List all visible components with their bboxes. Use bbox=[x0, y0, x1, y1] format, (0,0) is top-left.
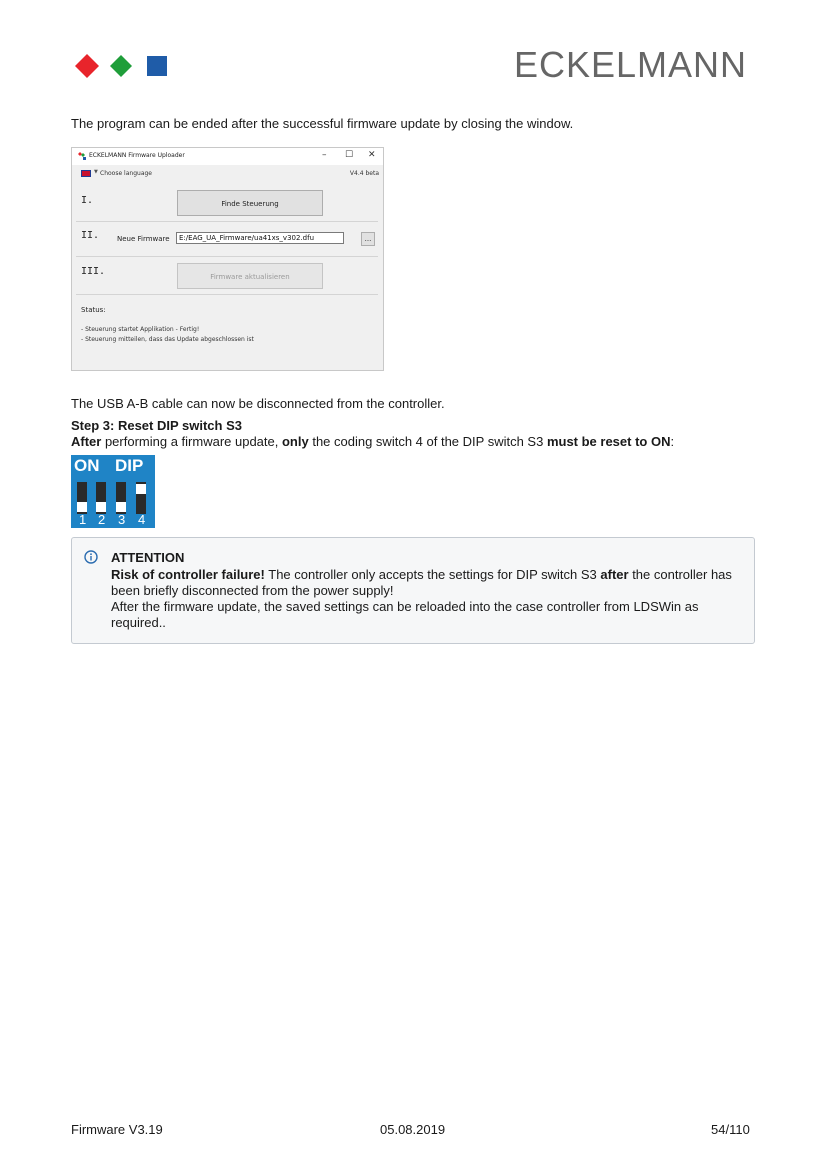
footer-date: 05.08.2019 bbox=[380, 1122, 446, 1137]
text-span: the coding switch 4 of the DIP switch S3 bbox=[308, 434, 547, 449]
window-title: ECKELMANN Firmware Uploader bbox=[89, 152, 185, 159]
text-span: the controller has been briefly disconnected from the power supply! bbox=[111, 567, 732, 598]
attention-box bbox=[71, 537, 755, 644]
emphasis: after bbox=[600, 567, 629, 582]
switch-number: 3 bbox=[118, 512, 126, 527]
minimize-button[interactable]: – bbox=[322, 150, 327, 160]
on-label: ON bbox=[74, 456, 100, 475]
dip-knob bbox=[77, 502, 87, 512]
brand-name: ECKELMANN bbox=[514, 44, 748, 85]
dip-knob bbox=[96, 502, 106, 512]
separator bbox=[76, 221, 378, 222]
eckelmann-logo-marks bbox=[73, 52, 168, 80]
uk-flag-icon[interactable] bbox=[81, 170, 91, 177]
dip-switch-2 bbox=[96, 482, 106, 514]
version-label: V4.4 beta bbox=[349, 170, 379, 177]
dip-label: DIP bbox=[115, 456, 144, 475]
text-span: The controller only accepts the settings for DIP switch S3 bbox=[264, 567, 601, 582]
intro-text: The program can be ended after the successful firmware update by closing the window. bbox=[71, 116, 574, 131]
browse-button[interactable]: ... bbox=[361, 232, 375, 246]
emphasis: only bbox=[281, 434, 309, 449]
dip-switch-4 bbox=[136, 482, 146, 514]
footer-page-number: 54/110 bbox=[711, 1122, 750, 1137]
switch-number: 1 bbox=[79, 512, 87, 527]
status-line: - Steuerung mitteilen, dass das Update abgeschlossen ist bbox=[81, 336, 254, 343]
step3-text bbox=[71, 434, 674, 449]
switch-number: 4 bbox=[138, 512, 146, 527]
info-icon bbox=[84, 550, 98, 564]
footer-version: Firmware V3.19 bbox=[71, 1122, 163, 1137]
cable-text: The USB A-B cable can now be disconnected from the controller. bbox=[71, 396, 445, 411]
chevron-down-icon[interactable]: ▼ bbox=[94, 169, 98, 175]
emphasis: must be reset to ON bbox=[546, 434, 671, 449]
attention-body bbox=[111, 567, 741, 631]
find-controller-button[interactable]: Finde Steuerung bbox=[177, 190, 323, 216]
attention-title: ATTENTION bbox=[111, 550, 185, 565]
dip-switch-3 bbox=[116, 482, 126, 514]
text-span: After the firmware update, the saved settings can be reloaded into the case controller from LDSWin as required.. bbox=[111, 599, 699, 630]
dip-knob bbox=[116, 502, 126, 512]
close-button[interactable]: ✕ bbox=[368, 150, 376, 160]
switch-number: 2 bbox=[98, 512, 106, 527]
text-span: : bbox=[670, 434, 675, 449]
emphasis: After bbox=[71, 434, 102, 449]
new-firmware-label: Neue Firmware bbox=[117, 235, 170, 243]
maximize-button[interactable]: ☐ bbox=[345, 150, 354, 160]
firmware-path-field[interactable]: E:/EAG_UA_Firmware/ua41xs_v302.dfu bbox=[176, 232, 344, 244]
status-label: Status: bbox=[81, 306, 106, 314]
dip-knob bbox=[136, 484, 146, 494]
step1-label: I. bbox=[81, 195, 94, 206]
language-menu[interactable]: Choose language bbox=[100, 170, 152, 177]
emphasis: Risk of controller failure! bbox=[111, 567, 265, 582]
app-icon bbox=[78, 152, 87, 160]
dip-switch-1 bbox=[77, 482, 87, 514]
text-span: performing a firmware update, bbox=[101, 434, 282, 449]
status-line: - Steuerung startet Applikation - Fertig! bbox=[81, 326, 200, 333]
firmware-uploader-window bbox=[71, 147, 384, 371]
separator bbox=[76, 256, 378, 257]
step3-label: III. bbox=[81, 266, 106, 277]
dip-switch-graphic bbox=[71, 455, 155, 528]
step3-heading: Step 3: Reset DIP switch S3 bbox=[71, 418, 242, 433]
step2-label: II. bbox=[81, 230, 100, 241]
separator bbox=[76, 294, 378, 295]
update-firmware-button[interactable]: Firmware aktualisieren bbox=[177, 263, 323, 289]
